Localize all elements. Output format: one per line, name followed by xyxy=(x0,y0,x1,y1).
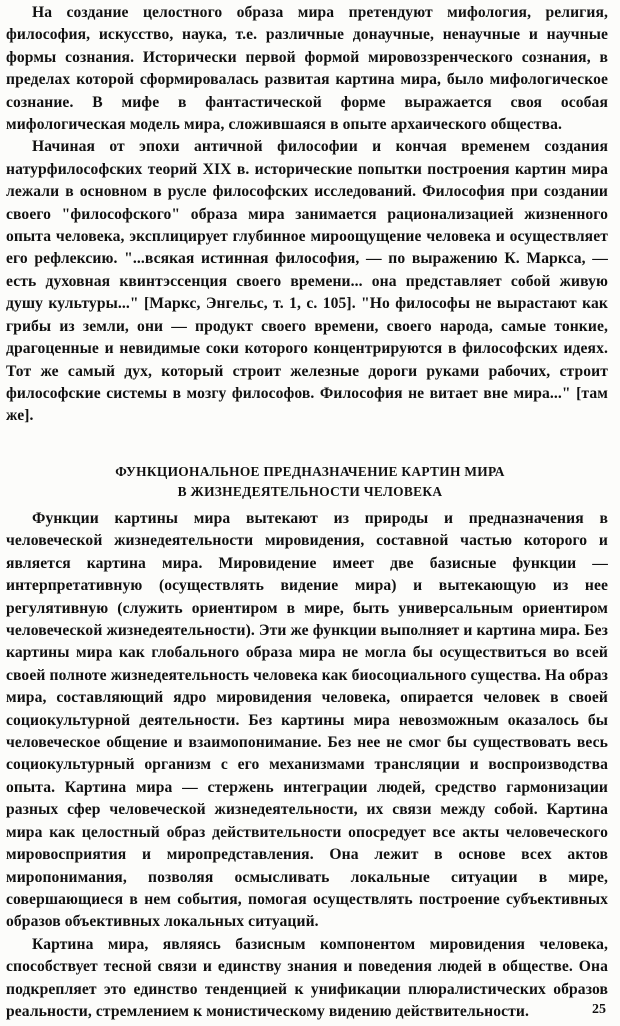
paragraph-unity: Картина мира, являясь базисным компонентом мировидения человека, способствует тесной связи и единству знания и поведения людей в обществе. Она подкрепляет это единство тенденцией к унификации плюралистических образов реальности, стремлением к монистическому видению действительности. xyxy=(6,935,608,1020)
paragraph-functions: Функции картины мира вытекают из природы и предназначения в человеческой жизнедеятельности мировидения, составной частью которого и является картина мира. Мировидение имеет две базисные функции — интерпретативную (осуществлять видение мира) и вытекающую из нее регулятивную (служить ориентиром в мире, быть универсальным ориентиром человеческой жизнедеятельности). Эти же функции выполняет и картина мира. Без картины мира как глобального образа мира не могла бы осуществиться во всей своей полноте жизнедеятельность человека как биосоциального существа. На образ мира, составляющий ядро мировидения человека, опирается человек в своей социокультурной деятельности. Без картины мира невозможным оказалось бы человеческое общение и взаимопонимание. Без нее не смог бы существовать весь социокультурный организм с его механизмами трансляции и воспроизводства опыта. Картина мира — стержень интеграции людей, средство гармонизации разных сфер человеческой жизнедеятельности, их связи между собой. Картина мира как целостный образ действительности опосредует все акты человеческого мировосприятия и миропредставления. Она лежит в основе всех актов миропонимания, позволяя осмысливать локальные ситуации в мире, совершающиеся в нем события, помогая осуществлять построение субъективных образов объективных локальных ситуаций. xyxy=(6,510,608,931)
section-functions xyxy=(6,508,608,1023)
section-intro xyxy=(6,2,608,428)
paragraph-mythology: На создание целостного образа мира претендуют мифология, религия, философия, искусство, наука, т.е. различные донаучные, ненаучные и научные формы сознания. Исторически первой формой мировоззренческого сознания, в пределах которой сформировалась развитая картина мира, было мифологическое сознание. В мифе в фантастической форме выражается своя особая мифологическая модель мира, сложившаяся в опыте архаического общества. xyxy=(6,4,608,134)
page-number: 25 xyxy=(592,1002,606,1017)
heading-line-2: В ЖИЗНЕДЕЯТЕЛЬНОСТИ ЧЕЛОВЕКА xyxy=(177,484,443,499)
paragraph-philosophy: Начиная от эпохи античной философии и кончая временем создания натурфилософских теорий XIX в. исторические попытки построения картин мира лежали в основном в русле философских исследований. Философия при создании своего "философского" образа мира занимается рационализацией жизненного опыта человека, эксплицирует глубинное мироощущение человека и осуществляет его рефлексию. "...всякая истинная философия, — по выражению К. Маркса, — есть духовная квинтэссенция своего времени... она представляет собой живую душу культуры..." [Маркс, Энгельс, т. 1, с. 105]. "Но философы не вырастают как грибы из земли, они — продукт своего времени, своего народа, самые тонкие, драгоценные и невидимые соки которого концентрируются в философских идеях. Тот же самый дух, который строит железные дороги руками рабочих, строит философские системы в мозгу философов. Философия не витает вне мира..." [там же]. xyxy=(6,138,608,425)
section-heading xyxy=(0,462,620,502)
heading-line-1: ФУНКЦИОНАЛЬНОЕ ПРЕДНАЗНАЧЕНИЕ КАРТИН МИРА xyxy=(115,464,505,479)
